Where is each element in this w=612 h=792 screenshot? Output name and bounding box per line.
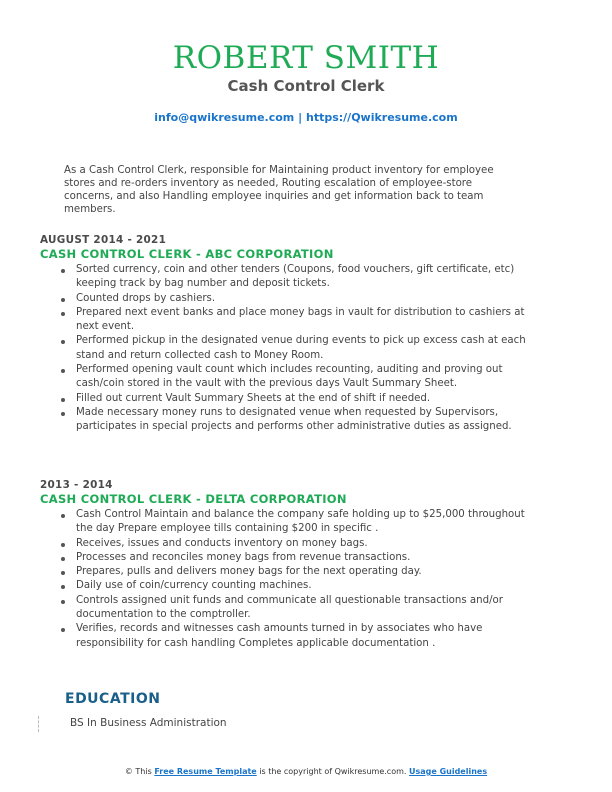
job-role: CASH CONTROL CLERK - ABC CORPORATION [40,247,334,261]
bullet-text: Verifies, records and witnesses cash amounts turned in by associates who have responsibility for cash handling Completes applicable documentation . [76,623,483,649]
bullet-text: Counted drops by cashiers. [76,292,216,304]
bullet-icon [61,628,65,632]
bullet-icon [61,557,65,561]
contact-line [0,111,612,124]
bullet-text: Made necessary money runs to designated venue when requested by Supervisors, participates in special projects and performs other administrative duties as assigned. [76,406,512,433]
bullet-text: Cash Control Maintain and balance the company safe holding up to $25,000 throughout the day Prepare employee tills containing $200 in specific . [76,509,525,535]
job-role: CASH CONTROL CLERK - DELTA CORPORATION [40,492,347,506]
list-item [40,594,528,623]
experience-entry [40,478,540,651]
usage-guidelines-link[interactable]: Usage Guidelines [408,767,488,776]
candidate-title: Cash Control Clerk [227,77,385,95]
bullet-icon [61,571,65,575]
bullet-text: Prepares, pulls and delivers money bags for the next operating day. [76,566,422,578]
bullet-text: Filled out current Vault Summary Sheets at the end of shift if needed. [76,392,431,404]
summary-paragraph: As a Cash Control Clerk, responsible for Maintaining product inventory for employee stores and re-orders inventory as needed, Routing escalation of employee-store concerns, and also Handling employee inquiries and get information back to team members. [64,165,494,215]
job-bullets [40,508,540,651]
list-item [40,363,528,392]
list-item [40,263,528,292]
bullet-icon [61,543,65,547]
bullet-icon [61,600,65,604]
bullet-icon [61,585,65,589]
list-item [40,406,528,435]
footer-prefix: © This [124,767,152,776]
education-item: BS In Business Administration [70,717,227,729]
bullet-text: Controls assigned unit funds and communicate all questionable transactions and/or documentation to the comptroller. [76,594,503,621]
candidate-name: ROBERT SMITH [172,40,440,76]
bullet-text: Performed opening vault count which includes recounting, auditing and proving out cash/coin stored in the vault with the previous days Vault Summary Sheet. [76,364,503,390]
list-item [40,622,528,651]
bullet-icon [61,312,65,316]
list-item [40,551,528,565]
bullet-icon [61,398,65,402]
bullet-text: Receives, issues and conducts inventory on money bags. [76,537,368,549]
list-item [40,579,528,593]
job-bullets [40,263,540,435]
bullet-text: Prepared next event banks and place money bags in vault for distribution to cashiers at next event. [76,306,525,333]
bullet-icon [61,514,65,518]
job-dates: 2013 - 2014 [40,479,113,491]
experience-entry [40,233,540,435]
bullet-text: Processes and reconciles money bags from revenue transactions. [76,551,411,563]
list-item [40,537,528,551]
copyright-footer [0,767,612,776]
bullet-text: Daily use of coin/currency counting machines. [76,580,312,592]
bullet-icon [61,412,65,416]
education-heading: EDUCATION [65,691,161,707]
bullet-icon [61,269,65,273]
email-link[interactable]: info@qwikresume.com [154,111,295,124]
bullet-text: Sorted currency, coin and other tenders (Coupons, food vouchers, gift certificate, etc) keeping track by bag number and deposit tickets. [76,264,515,290]
list-item [40,392,528,406]
list-item [40,292,528,306]
education-divider [38,716,40,732]
list-item [40,508,528,537]
footer-middle: is the copyright of Qwikresume.com. [259,767,407,776]
free-resume-template-link[interactable]: Free Resume Template [154,767,257,776]
bullet-icon [61,340,65,344]
list-item [40,306,528,335]
bullet-icon [61,298,65,302]
job-dates: AUGUST 2014 - 2021 [40,234,167,246]
bullet-text: Performed pickup in the designated venue during events to pick up excess cash at each stand and return collected cash to Money Room. [76,335,526,361]
bullet-icon [61,369,65,373]
website-link[interactable]: https://Qwikresume.com [305,111,458,124]
list-item [40,565,528,579]
list-item [40,334,528,363]
contact-separator: | [298,111,303,124]
